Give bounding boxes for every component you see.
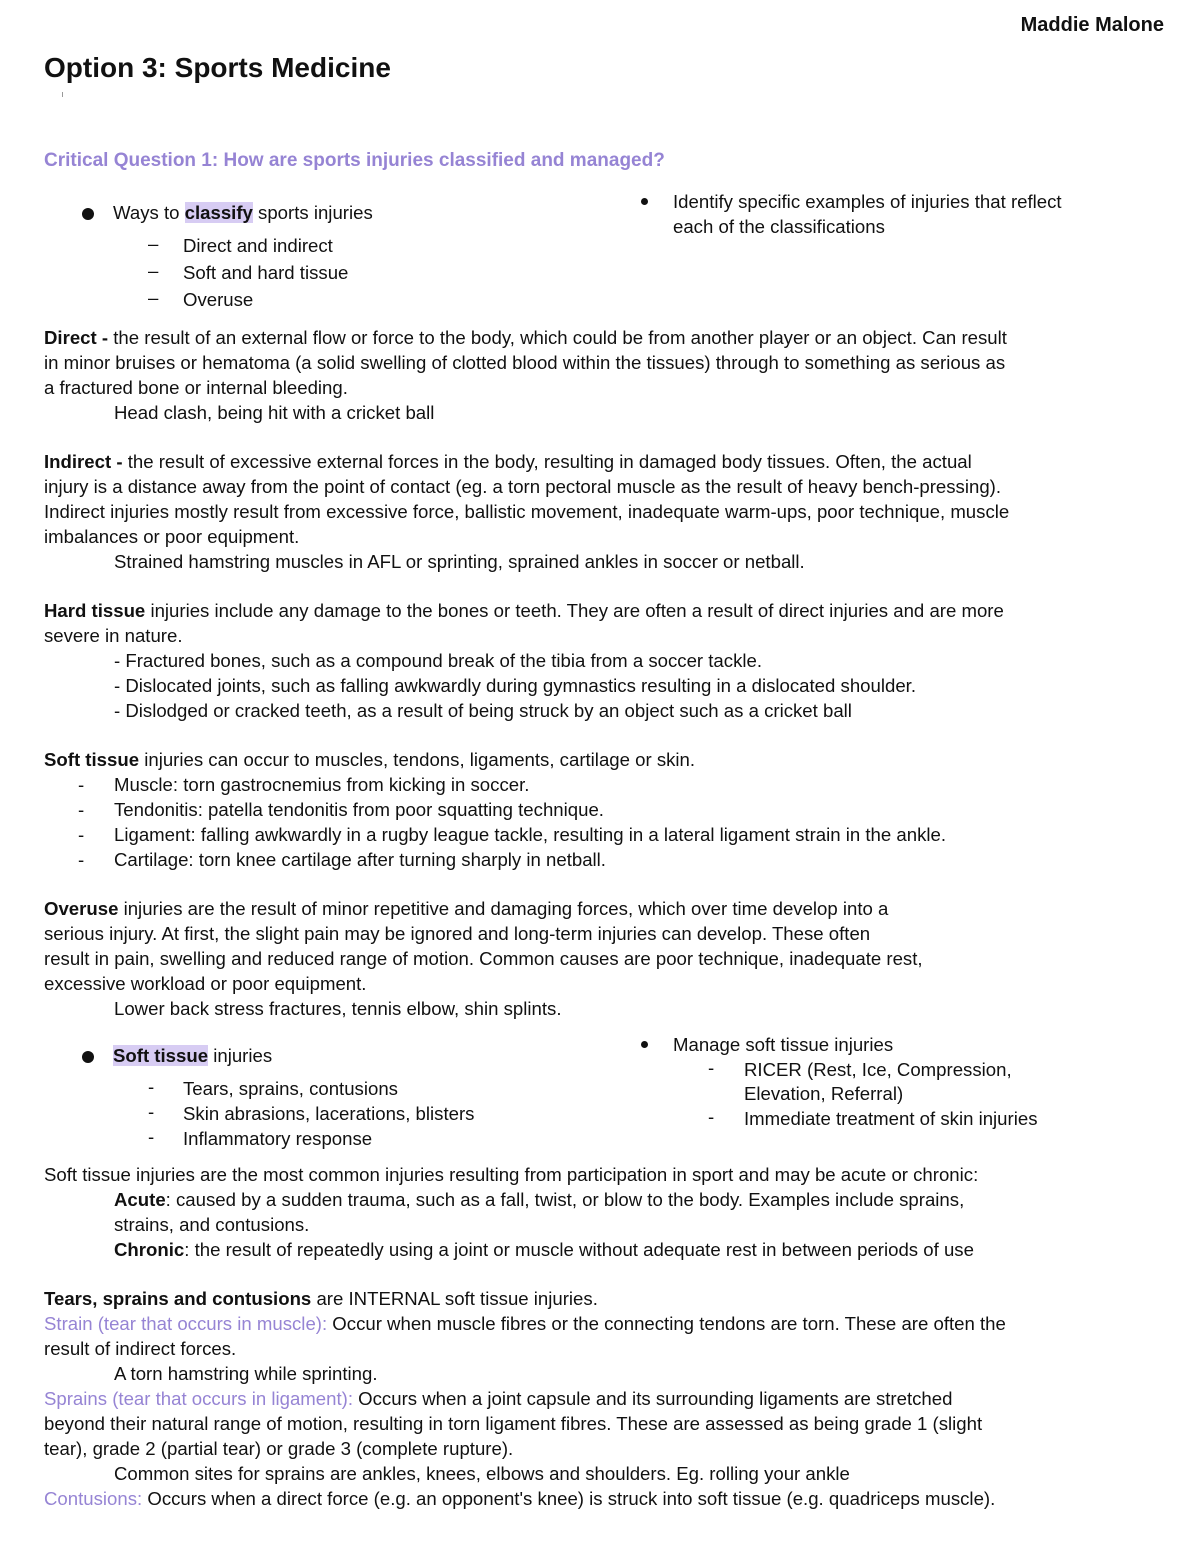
list-item: Direct and indirect	[183, 235, 333, 256]
direct-paragraph: Direct - the result of an external flow or force to the body, which could be from another player or an object. Can result in minor bruises or hematoma (a solid swelling of clotted blood within the tissues) through to something as serious as a fractured bone or internal bleeding. Head clash, being hit with a cricket ball	[44, 325, 1170, 425]
list-item: Skin abrasions, lacerations, blisters	[183, 1103, 475, 1124]
bullet-icon	[641, 1041, 648, 1048]
sprain-example: Common sites for sprains are ankles, knees, elbows and shoulders. Eg. rolling your ankle	[114, 1463, 850, 1484]
indirect-paragraph: Indirect - the result of excessive external forces in the body, resulting in damaged body tissues. Often, the actual injury is a distance away from the point of contact (eg. a torn pectoral muscle as the result of heavy bench-pressing). Indirect injuries mostly result from excessive force, ballistic movement, inadequate warm-ups, poor technique, muscle imbalances or poor equipment. Strained hamstring muscles in AFL or sprinting, sprained ankles in soccer or netball.	[44, 449, 1170, 574]
dash-marker: -	[148, 1101, 155, 1122]
list-item: - Muscle: torn gastrocnemius from kicking in soccer.	[78, 774, 530, 795]
dash-marker: -	[708, 1057, 715, 1078]
hard-tissue-paragraph: Hard tissue injuries include any damage to the bones or teeth. They are often a result of direct injuries and are more severe in nature. - Fractured bones, such as a compound break of the tibia from a soccer tackle. - Dislocated joints, such as falling awkwardly during gymnastics resulting in a dislocated shoulder. - Dislodged or cracked teeth, as a result of being struck by an object such as a cricket ball	[44, 598, 1170, 723]
dash-marker: -	[148, 1126, 155, 1147]
direct-example: Head clash, being hit with a cricket ball	[114, 402, 435, 423]
classify-highlight: classify	[184, 202, 253, 223]
chronic-term: Chronic	[114, 1239, 185, 1260]
dash-marker: –	[148, 233, 159, 254]
dash-marker: -	[708, 1106, 715, 1127]
classify-heading: Ways to classify sports injuries	[113, 202, 373, 223]
bullet-icon	[82, 1051, 94, 1063]
bullet-icon	[641, 198, 648, 205]
acute-chronic-paragraph: Soft tissue injuries are the most common injuries resulting from participation in sport and may be acute or chronic: Acute: caused by a sudden trauma, such as a fall, twist, or blow to the body. Examples include sprains, strains, and contusions. Chronic: the result of repeatedly using a joint or muscle without adequate rest in between periods of use	[44, 1164, 979, 1260]
contusion-label: Contusions:	[44, 1488, 143, 1509]
identify-line-1: Identify specific examples of injuries that reflect	[673, 191, 1062, 212]
overuse-paragraph: Overuse injuries are the result of minor repetitive and damaging forces, which over time develop into a serious injury. At first, the slight pain may be ignored and long-term injuries can develop. These often result in pain, swelling and reduced range of motion. Common causes are poor technique, inadequate rest, excessive workload or poor equipment. Lower back stress fractures, tennis elbow, shin splints.	[44, 896, 1170, 1021]
indirect-example: Strained hamstring muscles in AFL or sprinting, sprained ankles in soccer or netball.	[114, 551, 805, 572]
hard-tissue-term: Hard tissue	[44, 600, 146, 621]
internal-term: Tears, sprains and contusions	[44, 1288, 312, 1309]
manage-heading: Manage soft tissue injuries	[673, 1034, 894, 1055]
identify-line-2: each of the classifications	[673, 216, 885, 237]
page-title: Option 3: Sports Medicine	[44, 52, 391, 83]
dash-marker: –	[148, 287, 159, 308]
list-item: Soft and hard tissue	[183, 262, 349, 283]
list-item: - Fractured bones, such as a compound break of the tibia from a soccer tackle.	[114, 650, 763, 671]
sprain-label: Sprains (tear that occurs in ligament):	[44, 1388, 353, 1409]
list-item: - Cartilage: torn knee cartilage after turning sharply in netball.	[78, 849, 606, 870]
list-item: Overuse	[183, 289, 254, 310]
author-name: Maddie Malone	[1020, 14, 1164, 36]
bullet-icon	[82, 208, 94, 220]
list-item: RICER (Rest, Ice, Compression,	[744, 1059, 1012, 1080]
list-item: - Tendonitis: patella tendonitis from poor squatting technique.	[78, 799, 604, 820]
list-item: Immediate treatment of skin injuries	[744, 1108, 1038, 1129]
soft-tissue-heading: Soft tissue injuries	[113, 1045, 273, 1066]
strain-example: A torn hamstring while sprinting.	[114, 1363, 378, 1384]
list-item: - Dislodged or cracked teeth, as a result of being struck by an object such as a cricket ball	[114, 700, 852, 721]
list-item: - Ligament: falling awkwardly in a rugby league tackle, resulting in a lateral ligament strain in the ankle.	[78, 824, 947, 845]
internal-injuries-paragraph: Tears, sprains and contusions are INTERNAL soft tissue injuries. Strain (tear that occurs in muscle): Occur when muscle fibres or the connecting tendons are torn. These are often the result of indirect forces. A torn hamstring while sprinting. Sprains (tear that occurs in ligament): Occurs when a joint capsule and its surrounding ligaments are stretched beyond their natural range of motion, resulting in torn ligament fibres. These are assessed as being grade 1 (slight tear), grade 2 (partial tear) or grade 3 (complete rupture). Common sites for sprains are ankles, knees, elbows and shoulders. Eg. rolling your ankle Contusions: Occurs when a direct force (e.g. an opponent's knee) is struck into soft tissue (e.g. quadriceps muscle).	[44, 1286, 1170, 1511]
list-item: Tears, sprains, contusions	[183, 1078, 398, 1099]
dash-marker: -	[148, 1076, 155, 1097]
cursor-mark	[62, 92, 63, 97]
dash-marker: –	[148, 260, 159, 281]
overuse-example: Lower back stress fractures, tennis elbow, shin splints.	[114, 998, 562, 1019]
indirect-term: Indirect -	[44, 451, 128, 472]
strain-label: Strain (tear that occurs in muscle):	[44, 1313, 328, 1334]
soft-tissue-highlight: Soft tissue	[113, 1045, 209, 1066]
overuse-term: Overuse	[44, 898, 119, 919]
direct-term: Direct -	[44, 327, 114, 348]
soft-tissue-paragraph: Soft tissue injuries can occur to muscles, tendons, ligaments, cartilage or skin. - Muscle: torn gastrocnemius from kicking in soccer. - Tendonitis: patella tendonitis from poor squatting technique. - Ligament: falling awkwardly in a rugby league tackle, resulting in a lateral ligament strain in the ankle. - Cartilage: torn knee cartilage after turning sharply in netball.	[44, 747, 1170, 872]
critical-question: Critical Question 1: How are sports injuries classified and managed?	[44, 150, 665, 171]
soft-tissue-term: Soft tissue	[44, 749, 140, 770]
list-item: Inflammatory response	[183, 1128, 373, 1149]
list-item: - Dislocated joints, such as falling awkwardly during gymnastics resulting in a dislocated shoulder.	[114, 675, 916, 696]
acute-term: Acute	[114, 1189, 166, 1210]
list-item-cont: Elevation, Referral)	[744, 1083, 904, 1104]
